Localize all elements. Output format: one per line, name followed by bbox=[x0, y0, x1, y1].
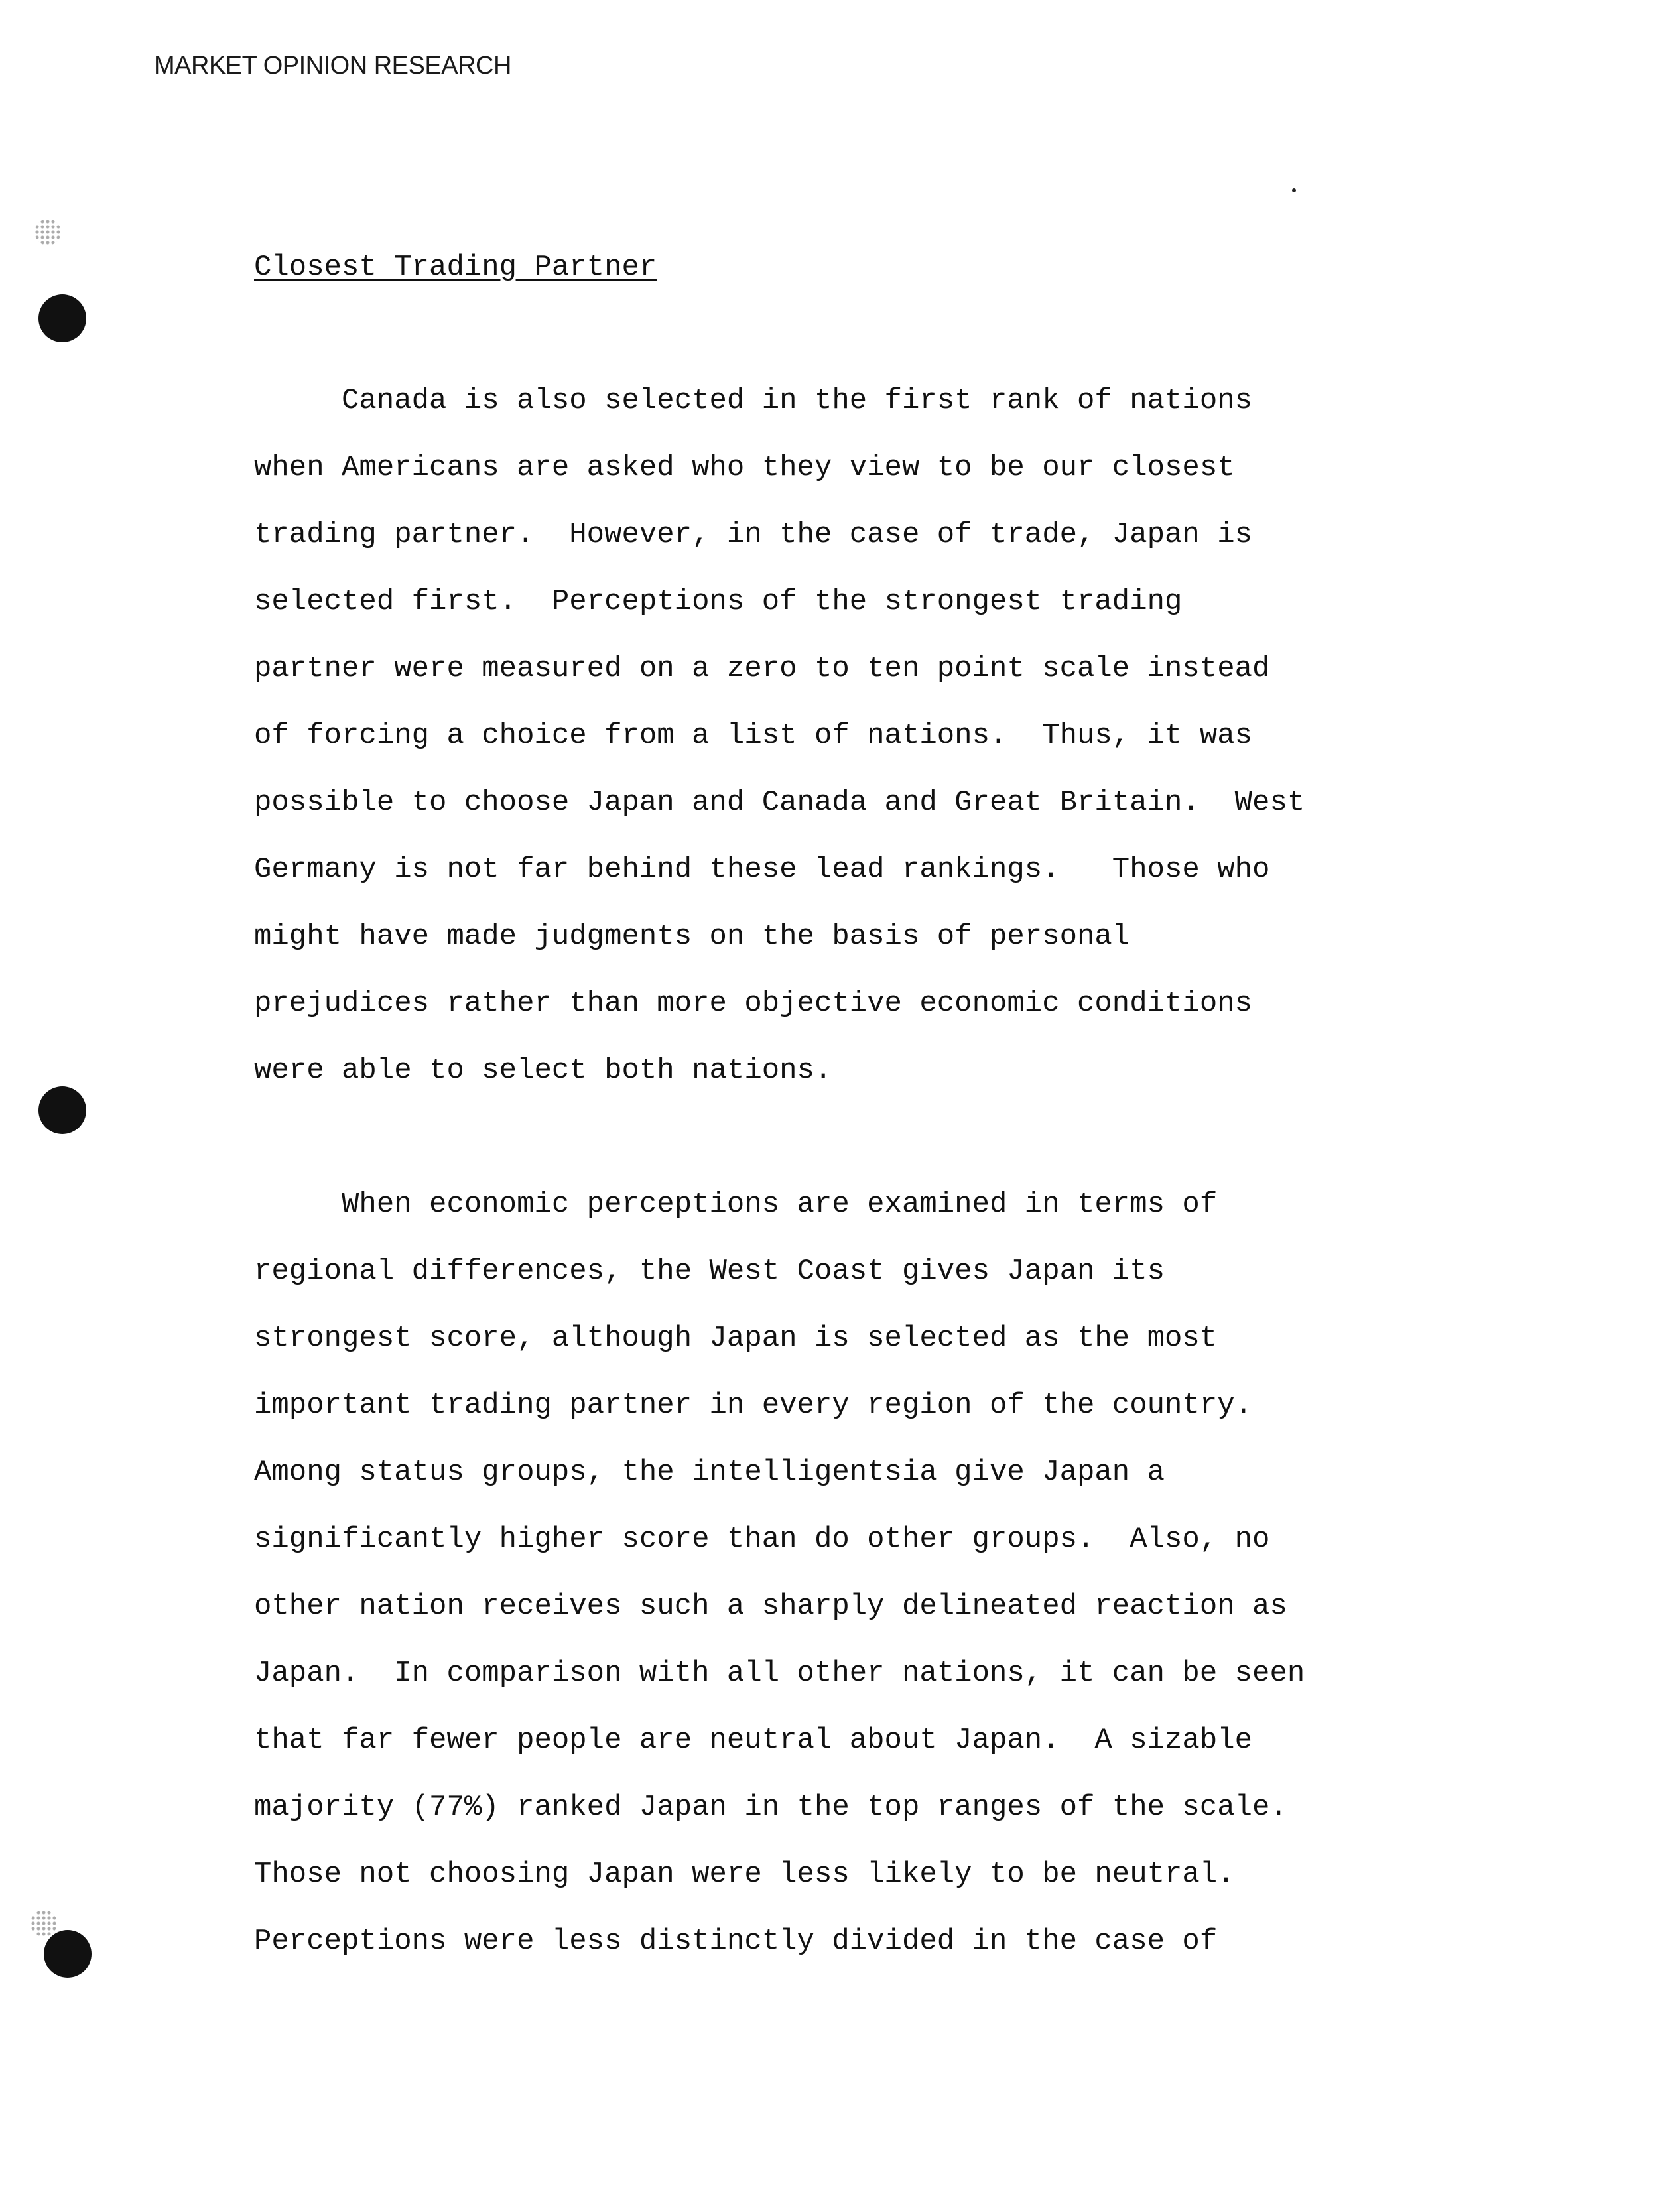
paragraph-line: majority (77%) ranked Japan in the top ranges of the scale. bbox=[254, 1791, 1287, 1824]
scan-dot bbox=[1292, 188, 1296, 192]
paragraph-line: Those not choosing Japan were less likely to be neutral. bbox=[254, 1858, 1235, 1891]
paragraph-line: When economic perceptions are examined in terms of bbox=[254, 1188, 1218, 1221]
paragraph-line: when Americans are asked who they view to be our closest bbox=[254, 451, 1235, 484]
paragraph-1 bbox=[254, 367, 1501, 1104]
binder-hole-bottom bbox=[44, 1930, 92, 1978]
binder-hole-top bbox=[38, 294, 86, 342]
paragraph-line: partner were measured on a zero to ten point scale instead bbox=[254, 652, 1270, 685]
paragraph-line: of forcing a choice from a list of nations. Thus, it was bbox=[254, 719, 1253, 752]
paragraph-line: Among status groups, the intelligentsia give Japan a bbox=[254, 1456, 1165, 1489]
paragraph-line: regional differences, the West Coast gives Japan its bbox=[254, 1255, 1165, 1288]
paragraph-line: Canada is also selected in the first rank of nations bbox=[254, 384, 1253, 417]
paragraph-line: trading partner. However, in the case of trade, Japan is bbox=[254, 518, 1253, 551]
paragraph-line: might have made judgments on the basis of personal bbox=[254, 920, 1130, 953]
hole-speckle-bottom bbox=[31, 1910, 57, 1937]
section-heading: Closest Trading Partner bbox=[254, 251, 657, 284]
paragraph-line: significantly higher score than do other groups. Also, no bbox=[254, 1523, 1270, 1556]
paragraph-line: Germany is not far behind these lead rankings. Those who bbox=[254, 853, 1270, 886]
paragraph-line: Japan. In comparison with all other nations, it can be seen bbox=[254, 1657, 1305, 1690]
paragraph-line: selected first. Perceptions of the strongest trading bbox=[254, 585, 1183, 618]
paragraph-line: important trading partner in every region of the country. bbox=[254, 1389, 1253, 1422]
paragraph-line: possible to choose Japan and Canada and Great Britain. West bbox=[254, 786, 1305, 819]
company-header: MARKET OPINION RESEARCH bbox=[154, 52, 511, 80]
paragraph-line: were able to select both nations. bbox=[254, 1054, 832, 1087]
paragraph-2 bbox=[254, 1171, 1501, 1975]
paragraph-line: that far fewer people are neutral about Japan. A sizable bbox=[254, 1724, 1253, 1757]
paragraph-line: prejudices rather than more objective economic conditions bbox=[254, 987, 1253, 1020]
paragraph-line: Perceptions were less distinctly divided in the case of bbox=[254, 1925, 1218, 1958]
paragraph-line: other nation receives such a sharply delineated reaction as bbox=[254, 1590, 1287, 1623]
hole-speckle-top bbox=[34, 219, 61, 245]
paragraph-line: strongest score, although Japan is selected as the most bbox=[254, 1322, 1218, 1355]
binder-hole-middle bbox=[38, 1086, 86, 1134]
